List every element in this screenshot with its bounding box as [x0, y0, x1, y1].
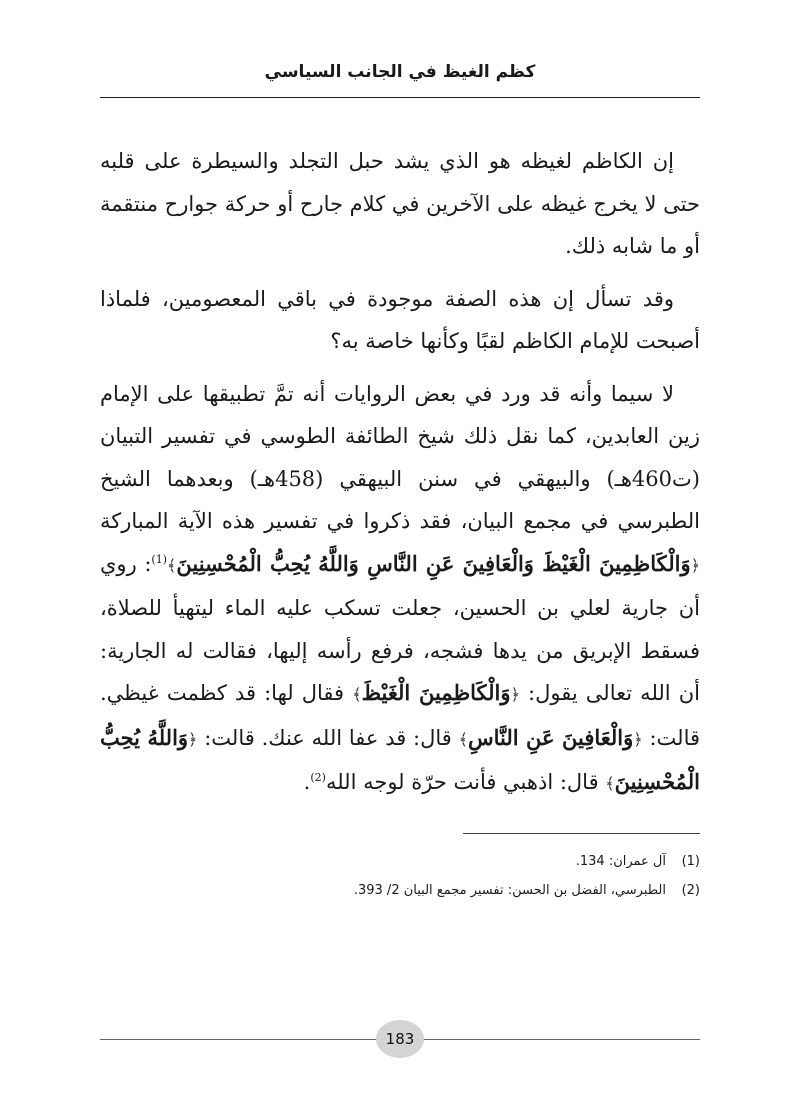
quran-verse-4: وَاللَّهُ يُحِبُّ الْمُحْسِنِينَ [100, 724, 700, 794]
paragraph-3-end: . [303, 770, 311, 794]
quran-verse-3: وَالْعَافِينَ عَنِ النَّاسِ [468, 724, 634, 750]
header-divider [100, 97, 700, 98]
quran-bracket-close: ﴾ [167, 555, 177, 575]
paragraph-3-text-e: قال: اذهبي فأنت حرّة لوجه الله [325, 770, 599, 794]
footnote-separator [463, 833, 700, 834]
quran-bracket-open: ﴿ [510, 685, 520, 704]
paragraph-3 [100, 373, 700, 806]
main-text [100, 140, 700, 806]
footnote-number: (1) [681, 854, 700, 869]
quran-bracket-open: ﴿ [188, 729, 198, 749]
quran-verse-1: وَالْكَاظِمِينَ الْغَيْظَ وَالْعَافِينَ عَنِ النَّاسِ وَاللَّهُ يُحِبُّ الْمُحْسِنِينَ [176, 550, 691, 576]
quran-bracket-open: ﴿ [690, 555, 700, 575]
paragraph-1: إن الكاظم لغيظه هو الذي يشد حبل التجلد والسيطرة على قلبه حتى لا يخرج غيظه على الآخرين في كلام جارح أو حركة جوارح منتقمة أو ما شابه ذلك. [100, 149, 700, 258]
quran-bracket-close: ﴾ [352, 685, 362, 704]
footnote-item [100, 847, 700, 876]
paragraph-2: وقد تسأل إن هذه الصفة موجودة في باقي المعصومين، فلماذا أصبحت للإمام الكاظم لقبًا وكأنها خاصة به؟ [100, 286, 700, 353]
quran-bracket-open: ﴿ [633, 729, 643, 749]
quran-bracket-close: ﴾ [605, 774, 615, 793]
footnotes [100, 847, 700, 905]
page-number: 183 [376, 1020, 424, 1058]
footnote-ref-2[interactable]: (2) [310, 771, 326, 784]
running-header-title: كظم الغيظ في الجانب السياسي [264, 62, 536, 82]
footnote-ref-1[interactable]: (1) [151, 552, 168, 566]
quran-bracket-close: ﴾ [458, 729, 469, 749]
paragraph-3-text-d: قال: قد عفا الله عنك. قالت: [204, 725, 452, 750]
footnote-item [100, 876, 700, 905]
footnote-number: (2) [681, 883, 700, 898]
footnote-text: آل عمران: 134. [575, 854, 666, 869]
quran-verse-2: وَالْكَاظِمِينَ الْغَيْظَ [361, 680, 511, 705]
paragraph-3-text-a: لا سيما وأنه قد ورد في بعض الروايات أنه تمَّ تطبيقها على الإمام زين العابدين، كما نقل ذلك شيخ الطائفة الطوسي في تفسير التبيان (ت460هـ) والبيهقي في سنن البيهقي (458هـ) وبعدهما الشيخ الطبرسي في مجمع البيان، فقد ذكروا في تفسير هذه الآية المباركة [100, 381, 700, 533]
footnote-text: الطبرسي، الفضل بن الحسن: تفسير مجمع البيان 2/ 393. [353, 883, 666, 898]
paragraph-3-text-b: : روي أن جارية لعلي بن الحسين، جعلت تسكب عليه الماء ليتهيأ للصلاة، فسقط الإبريق من يدها فشجه، فرفع رأسه إليها، فقالت له الجارية: أن الله تعالى يقول: [100, 551, 700, 705]
paragraph-3-text-c: فقال لها: قد كظمت غيظي. قالت: [100, 681, 700, 750]
